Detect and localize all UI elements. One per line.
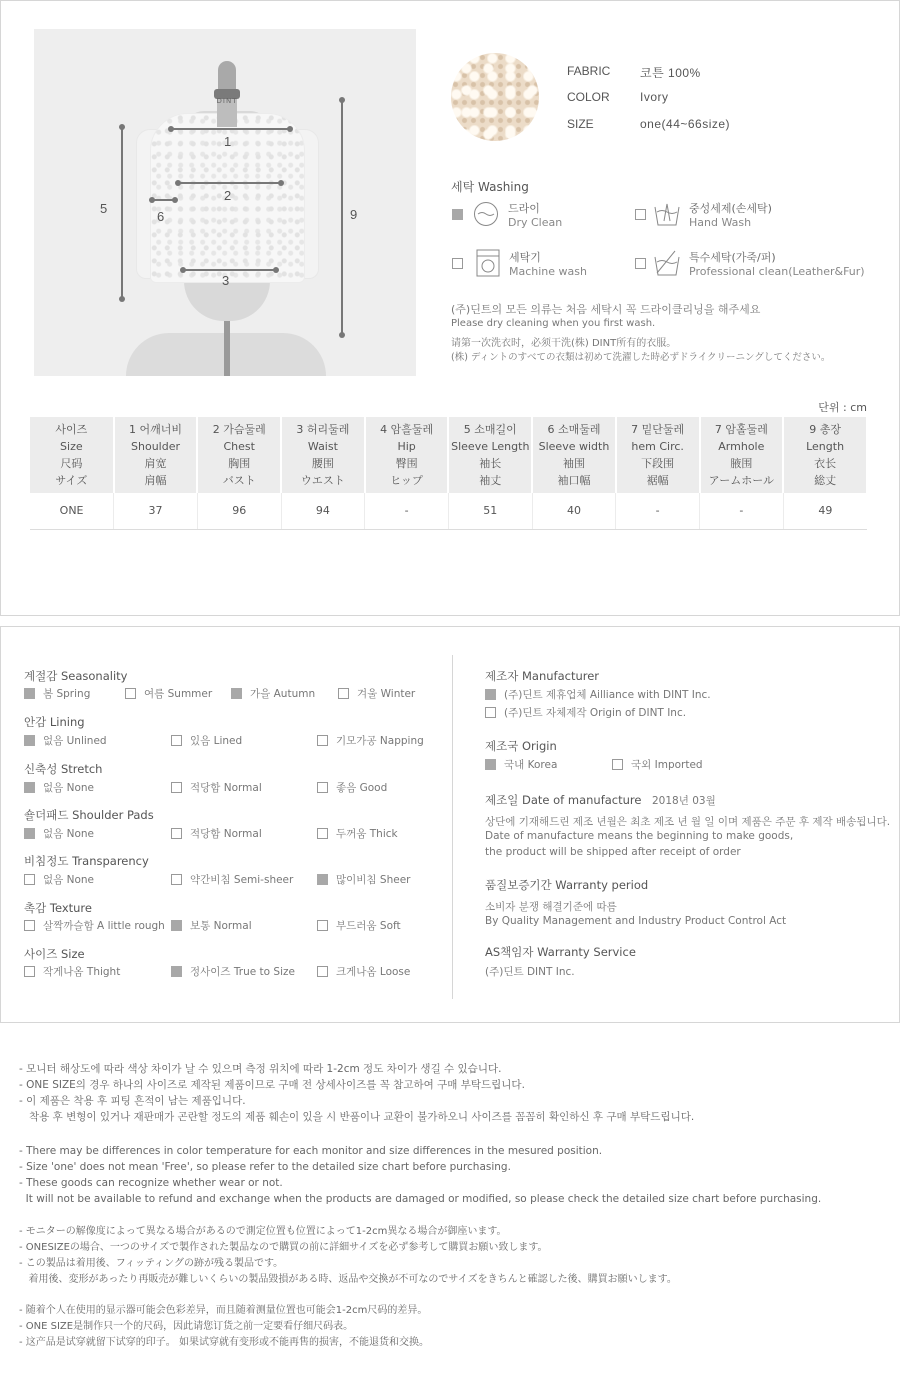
professional-clean-label xyxy=(689,251,865,279)
measure-dot xyxy=(278,180,284,186)
option-stretch-normal[interactable]: 적당함 Normal xyxy=(171,780,262,795)
header-hip: 4 암흘둘레 Hip 臀围 ヒップ xyxy=(365,417,449,493)
cell-armhole: - xyxy=(700,493,784,529)
option-tight[interactable]: 작게나옴 Thight xyxy=(24,964,120,979)
hand-wash-checkbox[interactable] xyxy=(635,209,646,220)
option-true-to-size[interactable]: 정사이즈 True to Size xyxy=(171,964,295,979)
checkbox[interactable] xyxy=(24,688,35,699)
checkbox[interactable] xyxy=(171,735,182,746)
chest-measure-line xyxy=(177,182,281,184)
notice-korean: - 모니터 해상도에 따라 색상 차이가 날 수 있으며 측정 위치에 따라 1-2cm 정도 차이가 생길 수 있습니다. - ONE SIZE의 경우 하나의 사이즈로 제작된 제품이므로 구매 전 상세사이즈를 꼭 참고하여 구매 부탁드립니다. - 이 제품은 착용 후 피팅 흔적이 남는 제품입니다. 착용 후 변형이 있거나 재판매가 곤란할 정도의 제품 훼손이 있을 시 반품이나 교환이 불가하오니 사이즈를 꼼꼼히 확인하신 후 구매 부탁드립니다. xyxy=(19,1063,695,1123)
hand-wash-icon xyxy=(653,201,681,227)
measure-label-5: 5 xyxy=(100,201,108,216)
header-size: 사이즈 Size 尺码 サイズ xyxy=(30,417,114,493)
header-sleeve-length: 5 소매길이 Sleeve Length 袖长 袖丈 xyxy=(448,417,532,493)
date-note-en-2: the product will be shipped after receipt of order xyxy=(485,846,741,858)
washing-title: 세탁 Washing xyxy=(451,180,529,194)
size-label: SIZE xyxy=(567,117,594,131)
cell-sleeve-length: 51 xyxy=(448,493,532,529)
dry-clean-ko: 드라이 xyxy=(508,202,540,215)
manufacture-date-title: 제조일 Date of manufacture xyxy=(485,793,642,807)
professional-clean-icon xyxy=(653,249,681,277)
size-fit-title: 사이즈 Size xyxy=(24,947,85,961)
shoulder-measure-line xyxy=(170,128,290,130)
shoulder-pads-title: 숄더패드 Shoulder Pads xyxy=(24,808,154,822)
option-imported[interactable]: 국외 Imported xyxy=(612,757,703,772)
sleeve-length-measure-line xyxy=(121,126,123,299)
checkbox[interactable] xyxy=(231,688,242,699)
option-pads-normal[interactable]: 적당함 Normal xyxy=(171,826,262,841)
measure-dot xyxy=(119,296,125,302)
measure-dot xyxy=(273,267,279,273)
checkbox[interactable] xyxy=(171,874,182,885)
cell-length: 49 xyxy=(783,493,867,529)
as-service-title: AS책임자 Warranty Service xyxy=(485,945,636,959)
header-sleeve-width: 6 소매둘레 Sleeve width 袖围 袖口幅 xyxy=(532,417,616,493)
header-shoulder: 1 어깨너비 Shoulder 肩宽 肩幅 xyxy=(114,417,198,493)
cell-shoulder: 37 xyxy=(114,493,198,529)
notice-japanese: - モニターの解像度によって異なる場合があるので測定位置も位置によって1-2cm異なる場合が御座います。 - ONESIZEの場合、一つのサイズで製作された製品なので購買の前に詳細サイズを必ず参考して購買お願い致します。 - この製品は着用後、フィッティングの跡が残る製品です。 着用後、変形があったり再販売が難しいくらいの製品毀損がある時、返品や交換が不可なのでサイズをきちんと確認した後、購買お願いします。 xyxy=(19,1226,677,1285)
machine-wash-en: Machine wash xyxy=(509,265,587,278)
washing-note-en: Please dry cleaning when you first wash. xyxy=(451,318,656,329)
measure-label-3: 3 xyxy=(222,273,230,288)
measure-label-6: 6 xyxy=(157,209,165,224)
option-spring[interactable]: 봄 Spring xyxy=(24,686,90,701)
product-detail-panel xyxy=(0,0,900,616)
checkbox[interactable] xyxy=(485,689,496,700)
option-stretch-good[interactable]: 좋음 Good xyxy=(317,780,387,795)
checkbox[interactable] xyxy=(612,759,623,770)
checkbox[interactable] xyxy=(317,966,328,977)
dry-clean-en: Dry Clean xyxy=(508,216,563,229)
checkbox[interactable] xyxy=(171,920,182,931)
origin-title: 제조국 Origin xyxy=(485,739,557,753)
checkbox[interactable] xyxy=(24,920,35,931)
header-waist: 3 허리둘레 Waist 腰围 ウエスト xyxy=(281,417,365,493)
cell-waist: 94 xyxy=(281,493,365,529)
option-origin-dint[interactable]: (주)딘트 자체제작 Origin of DINT Inc. xyxy=(485,705,686,720)
measure-label-9: 9 xyxy=(350,207,358,222)
color-value: Ivory xyxy=(640,90,669,104)
option-summer[interactable]: 여름 Summer xyxy=(125,686,212,701)
cell-size: ONE xyxy=(30,493,114,529)
mannequin-brand: DINT xyxy=(216,97,238,105)
option-stretch-none[interactable]: 없음 None xyxy=(24,780,94,795)
option-soft[interactable]: 부드러움 Soft xyxy=(317,918,401,933)
checkbox[interactable] xyxy=(24,735,35,746)
header-length: 9 총장 Length 衣长 総丈 xyxy=(783,417,867,493)
total-length-measure-line xyxy=(341,99,343,335)
as-service-value: (주)딘트 DINT Inc. xyxy=(485,966,575,978)
checkbox[interactable] xyxy=(485,759,496,770)
lining-title: 안감 Lining xyxy=(24,715,85,729)
measure-dot xyxy=(339,332,345,338)
stretch-title: 신축성 Stretch xyxy=(24,762,103,776)
hem-measure-line xyxy=(182,269,276,271)
product-photo xyxy=(34,29,416,376)
checkbox[interactable] xyxy=(338,688,349,699)
machine-wash-icon xyxy=(476,249,500,277)
cell-sleeve-width: 40 xyxy=(532,493,616,529)
fabric-value: 코튼 100% xyxy=(640,66,701,80)
professional-clean-ko: 특수세탁(가죽/퍼) xyxy=(689,251,776,264)
checkbox[interactable] xyxy=(317,874,328,885)
hand-wash-ko: 중성세제(손세탁) xyxy=(689,202,772,215)
fabric-swatch xyxy=(451,53,539,141)
machine-wash-label xyxy=(509,251,587,279)
header-hem: 7 밑단둘레 hem Circ. 下段围 裾幅 xyxy=(616,417,700,493)
cell-hip: - xyxy=(365,493,449,529)
checkbox[interactable] xyxy=(24,874,35,885)
checkbox[interactable] xyxy=(317,920,328,931)
table-row xyxy=(30,493,867,529)
warranty-title: 품질보증기간 Warranty period xyxy=(485,878,649,892)
header-armhole: 7 암홀둘레 Armhole 腋围 アームホール xyxy=(700,417,784,493)
professional-clean-en: Professional clean(Leather&Fur) xyxy=(689,265,865,278)
option-unlined[interactable]: 없음 Unlined xyxy=(24,733,107,748)
date-note-en-1: Date of manufacture means the beginning to make goods, xyxy=(485,830,794,842)
notice-english: - There may be differences in color temperature for each monitor and size differences in the mesured position. - Size 'one' does not mean 'Free', so please refer to the detailed size chart before purchasing. - These goods can recognize whether wear or not. It will not be available to refund and exchange when the products are damaged or modified, so please check the detailed size chart before purchasing. xyxy=(19,1145,822,1205)
option-transparency-none[interactable]: 없음 None xyxy=(24,872,94,887)
column-divider xyxy=(452,655,453,999)
checkbox[interactable] xyxy=(24,782,35,793)
size-unit: 단위 : cm xyxy=(818,401,867,414)
cell-chest: 96 xyxy=(197,493,281,529)
option-napping[interactable]: 기모가공 Napping xyxy=(317,733,424,748)
fabric-label: FABRIC xyxy=(567,64,611,78)
option-winter[interactable]: 겨울 Winter xyxy=(338,686,415,701)
notice-chinese: - 随着个人在使用的显示器可能会色彩差异，而且随着测量位置也可能会1-2cm尺码的差异。 - ONE SIZE是制作只一个的尺码，因此请您订货之前一定要看仔细尺码表。 - 这产品是试穿就留下试穿的印子。 如果试穿就有变形或不能再售的损害，不能退货和交换。 xyxy=(19,1305,429,1348)
machine-wash-ko: 세탁기 xyxy=(509,251,541,264)
date-note-ko: 상단에 기재해드린 제조 년월은 최초 제조 년 월 일 이며 제품은 주문 후 제작 배송됩니다. xyxy=(485,816,891,828)
hand-wash-label xyxy=(689,202,772,230)
manufacturer-title: 제조자 Manufacturer xyxy=(485,669,600,683)
size-table-header xyxy=(30,417,867,493)
seasonality-title: 계절감 Seasonality xyxy=(24,669,128,683)
checkbox[interactable] xyxy=(125,688,136,699)
warranty-note-en: By Quality Management and Industry Product Control Act xyxy=(485,915,787,927)
checkbox[interactable] xyxy=(171,966,182,977)
option-sheer[interactable]: 많이비침 Sheer xyxy=(317,872,410,887)
measure-label-1: 1 xyxy=(224,134,232,149)
product-attributes-panel xyxy=(0,626,900,1023)
cell-hem: - xyxy=(616,493,700,529)
machine-wash-checkbox[interactable] xyxy=(452,258,463,269)
size-value: one(44~66size) xyxy=(640,117,731,131)
option-korea[interactable]: 국내 Korea xyxy=(485,757,557,772)
dry-clean-checkbox[interactable] xyxy=(452,209,463,220)
professional-clean-checkbox[interactable] xyxy=(635,258,646,269)
checkbox[interactable] xyxy=(171,828,182,839)
checkbox[interactable] xyxy=(171,782,182,793)
washing-note-ko: (주)딘트의 모든 의류는 처음 세탁시 꼭 드라이클리닝을 해주세요 xyxy=(451,303,761,316)
mannequin-pole xyxy=(224,314,230,376)
manufacture-date-value: 2018년 03월 xyxy=(652,795,716,807)
option-pads-thick[interactable]: 두꺼움 Thick xyxy=(317,826,398,841)
header-chest: 2 가슴둘레 Chest 胸围 バスト xyxy=(197,417,281,493)
option-autumn[interactable]: 가을 Autumn xyxy=(231,686,315,701)
washing-note-ja: (株) ディントのすべての衣類は初めて洗濯した時必ずドライクリーニングしてください。 xyxy=(451,352,831,363)
checkbox[interactable] xyxy=(317,782,328,793)
option-lined[interactable]: 있음 Lined xyxy=(171,733,242,748)
checkbox[interactable] xyxy=(317,735,328,746)
checkbox[interactable] xyxy=(24,966,35,977)
option-pads-none[interactable]: 없음 None xyxy=(24,826,94,841)
option-texture-normal[interactable]: 보통 Normal xyxy=(171,918,252,933)
texture-title: 촉감 Texture xyxy=(24,901,92,915)
warranty-note-ko: 소비자 분쟁 해결기준에 따름 xyxy=(485,901,617,913)
checkbox[interactable] xyxy=(485,707,496,718)
color-label: COLOR xyxy=(567,90,610,104)
dry-clean-icon xyxy=(473,201,499,227)
checkbox[interactable] xyxy=(24,828,35,839)
option-alliance[interactable]: (주)딘트 제휴업체 Ailliance with DINT Inc. xyxy=(485,687,711,702)
transparency-title: 비침정도 Transparency xyxy=(24,854,149,868)
option-loose[interactable]: 크게나옴 Loose xyxy=(317,964,410,979)
hand-wash-en: Hand Wash xyxy=(689,216,752,229)
measure-dot xyxy=(172,197,178,203)
option-rough[interactable]: 살짝까슬함 A little rough xyxy=(24,918,165,933)
measure-label-2: 2 xyxy=(224,188,232,203)
size-table xyxy=(30,417,868,530)
measure-dot xyxy=(287,126,293,132)
dry-clean-label xyxy=(508,202,562,230)
checkbox[interactable] xyxy=(317,828,328,839)
washing-note-zh: 请第一次洗衣时，必须干洗(株) DINT所有的衣服。 xyxy=(451,338,677,349)
option-semi-sheer[interactable]: 약간비침 Semi-sheer xyxy=(171,872,293,887)
